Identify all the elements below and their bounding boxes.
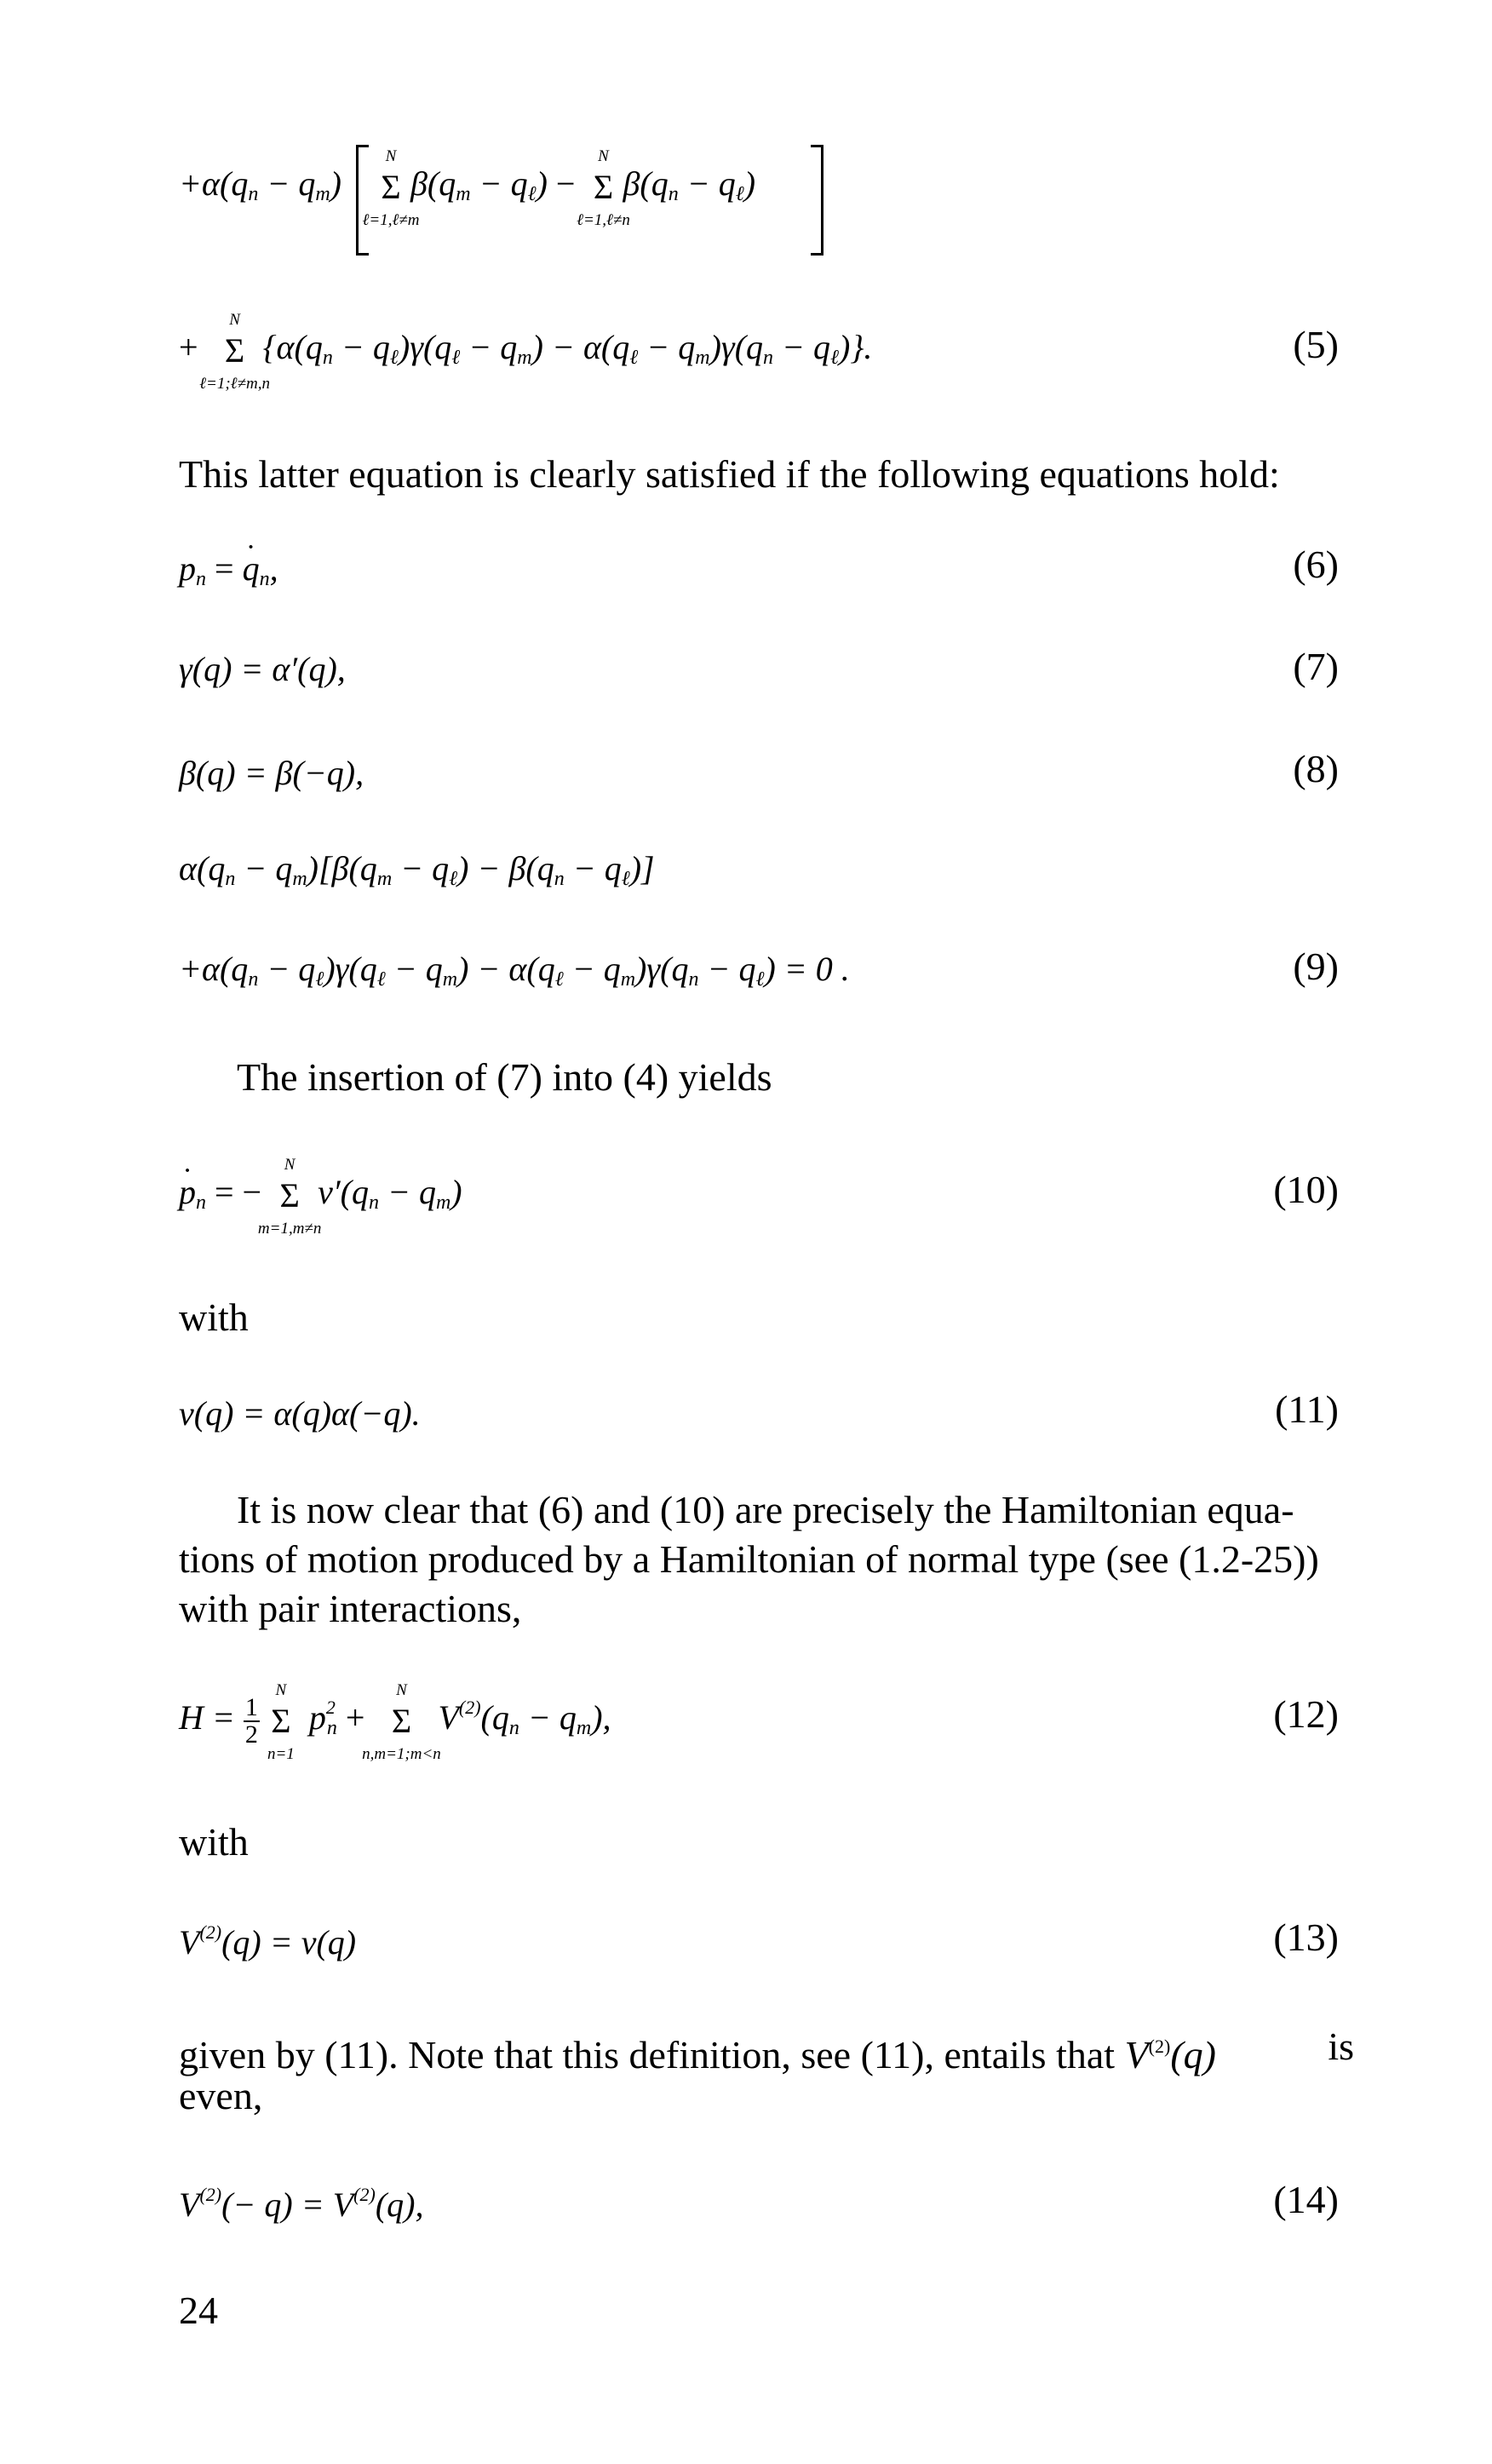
- equation-12: H = $\frac{1}{2}$ Σ N n=1 $p^2_n + \Sigma$ N n,m=1;m<n $V^{(2)}(q_n - q_m)$,: [179, 1681, 611, 1763]
- paragraph-line: even,: [179, 2074, 263, 2117]
- equation-number: (10): [1273, 1168, 1339, 1211]
- equation-number: (11): [1275, 1387, 1339, 1431]
- equation-number: (5): [1293, 323, 1339, 366]
- equation-number: (6): [1293, 543, 1339, 586]
- paragraph-line: with: [179, 1295, 249, 1339]
- equation-number: (8): [1293, 747, 1339, 790]
- summation-sign: Σ N ℓ=1,ℓ≠m: [362, 146, 420, 229]
- equation-number: (7): [1293, 645, 1339, 688]
- paragraph-line: It is now clear that (6) and (10) are precisely the Hamiltonian equa-: [237, 1488, 1294, 1531]
- equation-number: (12): [1273, 1692, 1339, 1736]
- equation-9-line-2: $+\alpha(q_n - q_\ell)\gamma(q_\ell - q_m) - \alpha(q_\ell - q_m)\gamma(q_n - q_\ell) = 0$ .: [179, 950, 850, 991]
- equation-10: $p \cdot_n$ = − Σ N m=1,m≠n $v'(q_n - q_m)$: [179, 1175, 462, 1252]
- equation-number: (14): [1273, 2178, 1339, 2221]
- summation-sign: Σ N m=1,m≠n: [257, 1155, 322, 1238]
- paragraph-line: This latter equation is clearly satisfied if the following equations hold:: [179, 452, 1280, 496]
- left-square-bracket: [356, 145, 369, 256]
- equation-number: (13): [1273, 1915, 1339, 1959]
- fraction: $\frac{1}{2}$: [244, 1693, 258, 1749]
- equation-8: β(q) = β(−q),: [179, 754, 364, 792]
- equation-14: $V^{(2)}(- q) = V^{(2)}(q)$,: [179, 2184, 424, 2224]
- equation-11: v(q) = α(q)α(−q).: [179, 1394, 421, 1433]
- right-square-bracket: [811, 145, 823, 256]
- equation-5-line-1: $+\alpha(q_n - q_m)$: [179, 164, 341, 205]
- equation-number: (9): [1293, 945, 1339, 988]
- summation-sign: Σ N n=1: [267, 1681, 295, 1763]
- equation-5-line-2: + Σ N ℓ=1;ℓ≠m,n $\{\alpha(q_n - q_\ell)\gamma(q_\ell - q_m) - \alpha(q_\ell - q_m)\gamma(q_n - q_\ell)\}$.: [179, 310, 873, 393]
- paragraph-line: given by (11). Note that this definition, see (11), entails that $V^{(2)}(q)$ is: [179, 2025, 1354, 2076]
- paragraph-line: with pair interactions,: [179, 1587, 522, 1630]
- paragraph-line: with: [179, 1820, 249, 1864]
- summation-sign: Σ N ℓ=1;ℓ≠m,n: [199, 310, 270, 393]
- summation-sign: Σ N ℓ=1,ℓ≠n: [577, 146, 630, 229]
- summation-sign: Σ N n,m=1;m<n: [362, 1681, 441, 1763]
- equation-13: $V^{(2)}(q) = v(q)$: [179, 1921, 357, 1961]
- equation-7: γ(q) = α′(q),: [179, 650, 346, 688]
- paragraph-line: The insertion of (7) into (4) yields: [237, 1055, 772, 1099]
- equation-6: $p_n = q \cdot_n$,: [179, 552, 278, 629]
- equation-9-line-1: $\alpha(q_n - q_m)[\beta(q_m - q_\ell) - \beta(q_n - q_\ell)]$: [179, 849, 655, 890]
- page-number: 24: [179, 2289, 218, 2332]
- equation-5-line-1-sums: Σ N ℓ=1,ℓ≠m $\beta(q_m - q_\ell) - \Sigma$ N ℓ=1,ℓ≠n $\beta(q_n - q_\ell)$: [362, 146, 756, 229]
- paragraph-line: tions of motion produced by a Hamiltonian of normal type (see (1.2-25)): [179, 1537, 1319, 1581]
